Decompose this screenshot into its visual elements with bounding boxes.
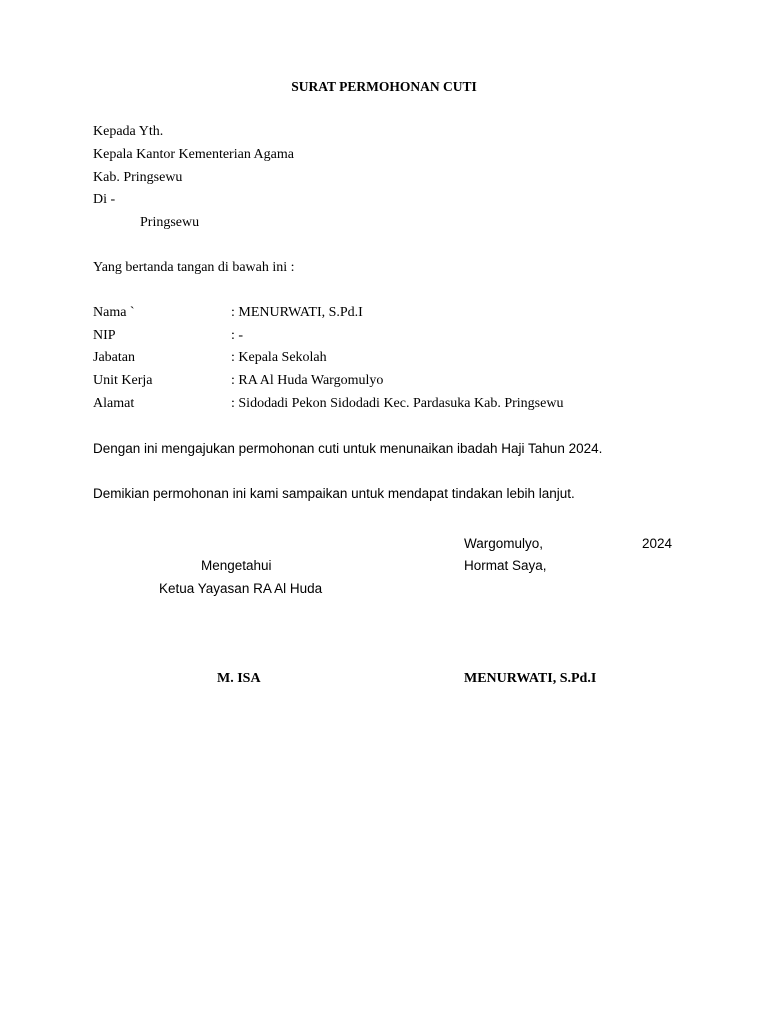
recipient-salutation: Kepada Yth. bbox=[93, 124, 164, 139]
place-text: Wargomulyo, bbox=[464, 536, 544, 551]
right-sign-caption: Hormat Saya, bbox=[464, 558, 547, 573]
field-label-nip: NIP bbox=[93, 328, 116, 343]
field-value-jabatan: : Kepala Sekolah bbox=[231, 350, 327, 365]
recipient-city: Pringsewu bbox=[140, 215, 200, 230]
intro-text: Yang bertanda tangan di bawah ini : bbox=[93, 260, 295, 275]
letter-title: SURAT PERMOHONAN CUTI bbox=[291, 79, 477, 94]
year-text: 2024 bbox=[642, 536, 673, 551]
field-value-nama: : MENURWATI, S.Pd.I bbox=[231, 305, 363, 320]
field-value-unit-kerja: : RA Al Huda Wargomulyo bbox=[231, 373, 384, 388]
field-label-alamat: Alamat bbox=[93, 396, 135, 411]
field-value-nip: : - bbox=[231, 328, 244, 343]
request-paragraph: Dengan ini mengajukan permohonan cuti untuk menunaikan ibadah Haji Tahun 2024. bbox=[93, 441, 603, 456]
closing-paragraph: Demikian permohonan ini kami sampaikan untuk mendapat tindakan lebih lanjut. bbox=[93, 486, 575, 501]
left-sign-name: M. ISA bbox=[217, 671, 261, 686]
recipient-office: Kepala Kantor Kementerian Agama bbox=[93, 147, 294, 162]
left-sign-caption: Mengetahui bbox=[201, 558, 272, 573]
field-value-alamat: : Sidodadi Pekon Sidodadi Kec. Pardasuka Kab. Pringsewu bbox=[231, 396, 564, 411]
field-label-nama: Nama ` bbox=[93, 305, 135, 320]
field-label-jabatan: Jabatan bbox=[93, 350, 135, 365]
recipient-regency: Kab. Pringsewu bbox=[93, 170, 183, 185]
left-sign-role: Ketua Yayasan RA Al Huda bbox=[159, 581, 323, 596]
recipient-di: Di - bbox=[93, 192, 116, 207]
right-sign-name: MENURWATI, S.Pd.I bbox=[464, 671, 597, 686]
field-label-unit-kerja: Unit Kerja bbox=[93, 373, 153, 388]
